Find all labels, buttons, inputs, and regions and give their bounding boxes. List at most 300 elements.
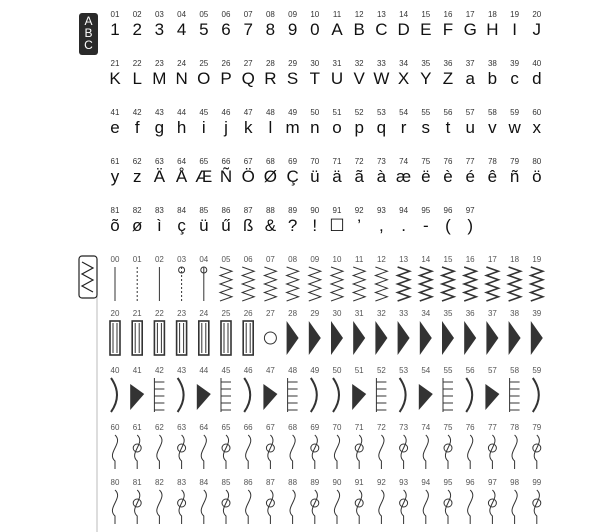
stitch-number: 75: [443, 423, 453, 432]
stitch-number: 70: [332, 423, 342, 432]
stitch-number: 91: [354, 478, 364, 487]
stitch-number: 02: [154, 255, 164, 264]
character-glyph: Ö: [241, 167, 255, 186]
character-glyph: T: [309, 69, 320, 88]
character-glyph: .: [401, 216, 406, 235]
character-number: 56: [443, 108, 453, 117]
character-cell: [526, 157, 548, 187]
stitch-number: 00: [110, 255, 120, 264]
character-number: 67: [243, 157, 253, 166]
stitch-pattern-icon: [309, 267, 321, 301]
character-number: 41: [110, 108, 120, 117]
character-glyph: I: [512, 20, 517, 39]
character-glyph: Ä: [153, 167, 166, 186]
character-glyph: J: [532, 20, 542, 39]
stitch-number: 62: [154, 423, 164, 432]
stitch-number: 36: [465, 309, 475, 318]
stitch-number: 11: [355, 255, 364, 264]
character-glyph: C: [375, 20, 388, 39]
character-number: 66: [221, 157, 231, 166]
character-number: 53: [376, 108, 386, 117]
character-glyph: A: [331, 20, 343, 39]
character-cell: [437, 206, 459, 236]
character-number: 55: [421, 108, 431, 117]
character-number: 28: [265, 59, 275, 68]
character-number: 93: [376, 206, 386, 215]
stitch-number: 31: [354, 309, 364, 318]
character-number: 43: [154, 108, 164, 117]
stitch-number: 28: [288, 309, 298, 318]
stitch-pattern-icon: [509, 267, 521, 301]
character-cell: [526, 10, 548, 40]
character-glyph: ì: [157, 216, 162, 235]
stitch-pattern-icon: [311, 435, 319, 469]
character-cell: [304, 206, 326, 236]
stitch-pattern-icon: [287, 267, 299, 301]
character-cell: [259, 108, 281, 138]
character-cell: [370, 59, 392, 89]
character-number: 68: [265, 157, 275, 166]
stitch-pattern-icon: [130, 384, 144, 410]
stitch-pattern-icon: [111, 378, 117, 412]
character-number: 81: [110, 206, 120, 215]
character-glyph: B: [353, 20, 365, 39]
character-glyph: z: [132, 167, 142, 186]
character-number: 59: [510, 108, 520, 117]
character-cell: [459, 206, 481, 236]
character-cell: [148, 108, 170, 138]
stitch-number: 26: [243, 309, 253, 318]
stitch-pattern-icon: [246, 490, 251, 524]
stitch-pattern-icon: [355, 435, 363, 469]
stitch-pattern-icon: [466, 378, 472, 412]
character-glyph: Æ: [195, 167, 213, 186]
stitch-number: 98: [510, 478, 520, 487]
stitch-number: 59: [532, 366, 542, 375]
stitch-number: 79: [532, 423, 542, 432]
stitch-pattern-icon: [290, 490, 295, 524]
stitch-number: 32: [376, 309, 386, 318]
stitch-pattern-icon: [309, 321, 321, 355]
stitch-number: 84: [199, 478, 209, 487]
stitch-number: 13: [399, 255, 409, 264]
character-number: 18: [487, 10, 497, 19]
stitch-pattern-icon: [464, 267, 476, 301]
character-number: 07: [243, 10, 253, 19]
character-glyph: e: [110, 118, 120, 137]
character-cell: [259, 10, 281, 40]
character-number: 22: [132, 59, 142, 68]
character-glyph: ß: [242, 216, 254, 235]
stitch-number: 38: [510, 309, 520, 318]
stitch-number: 06: [243, 255, 253, 264]
stitch-pattern-icon: [512, 435, 517, 469]
character-glyph: 6: [221, 20, 231, 39]
character-cell: [104, 10, 126, 40]
character-number: 75: [421, 157, 431, 166]
stitch-number: 94: [421, 478, 431, 487]
stitch-pattern-icon: [398, 321, 410, 355]
stitch-pattern-icon: [443, 378, 453, 412]
stitch-number: 34: [421, 309, 431, 318]
character-cell: [393, 206, 415, 236]
stitch-number: 73: [399, 423, 409, 432]
character-glyph: l: [268, 118, 273, 137]
character-number: 13: [376, 10, 386, 19]
character-cell: [304, 10, 326, 40]
stitch-number: 53: [399, 366, 409, 375]
stitch-pattern-icon: [178, 378, 184, 412]
stitch-number: 37: [487, 309, 497, 318]
character-cell: [104, 206, 126, 236]
stitch-pattern-icon: [112, 490, 117, 524]
character-cell: [259, 157, 281, 187]
character-number: 79: [510, 157, 520, 166]
character-number: 06: [221, 10, 231, 19]
stitch-number: 57: [487, 366, 497, 375]
character-cell: [393, 10, 415, 40]
character-number: 73: [376, 157, 386, 166]
character-number: 46: [221, 108, 231, 117]
character-cell: [348, 10, 370, 40]
stitch-number: 67: [265, 423, 275, 432]
stitch-pattern-icon: [423, 435, 428, 469]
character-number: 77: [465, 157, 475, 166]
character-cell: [348, 157, 370, 187]
stitch-number: 85: [221, 478, 231, 487]
character-cell: [481, 157, 503, 187]
character-number: 96: [443, 206, 453, 215]
character-number: 25: [199, 59, 209, 68]
stitch-number: 23: [177, 309, 187, 318]
alphabet-tab-icon: [79, 13, 98, 55]
character-glyph: p: [354, 118, 364, 137]
character-number: 03: [154, 10, 164, 19]
stitch-pattern-icon: [157, 490, 162, 524]
character-number: 17: [465, 10, 475, 19]
stitch-pattern-icon: [333, 378, 339, 412]
alphabet-tab-letter: A: [84, 14, 93, 28]
character-glyph: Z: [442, 69, 454, 88]
stitch-number: 35: [443, 309, 453, 318]
character-number: 71: [332, 157, 342, 166]
character-cell: [326, 206, 348, 236]
character-glyph: 7: [243, 20, 253, 39]
character-glyph: o: [332, 118, 342, 137]
character-cell: [237, 157, 259, 187]
character-glyph: c: [510, 69, 519, 88]
stitch-pattern-icon: [243, 321, 253, 355]
stitch-pattern-icon: [157, 435, 162, 469]
character-cell: [304, 108, 326, 138]
stitch-number: 25: [221, 309, 231, 318]
character-number: 19: [510, 10, 520, 19]
character-number: 26: [221, 59, 231, 68]
stitch-pattern-icon: [201, 490, 206, 524]
character-number: 10: [310, 10, 320, 19]
stitch-pattern-icon: [264, 332, 276, 344]
stitch-number: 49: [310, 366, 320, 375]
stitch-pattern-icon: [288, 378, 298, 412]
stitch-number: 24: [199, 309, 209, 318]
stitch-pattern-icon: [201, 435, 206, 469]
character-cell: [193, 157, 215, 187]
character-glyph: æ: [396, 167, 412, 186]
character-glyph: R: [264, 69, 277, 88]
character-cell: [237, 108, 259, 138]
stitch-number: 14: [421, 255, 431, 264]
stitch-number: 92: [376, 478, 386, 487]
stitch-pattern-icon: [444, 435, 452, 469]
stitch-number: 89: [310, 478, 320, 487]
stitch-pattern-icon: [199, 321, 209, 355]
stitch-pattern-icon: [311, 378, 317, 412]
character-number: 30: [310, 59, 320, 68]
character-glyph: L: [132, 69, 142, 88]
character-glyph: v: [488, 118, 497, 137]
character-number: 52: [354, 108, 364, 117]
stitch-number: 42: [154, 366, 164, 375]
stitch-number: 27: [265, 309, 275, 318]
character-number: 38: [487, 59, 497, 68]
character-number: 32: [354, 59, 364, 68]
stitch-pattern-icon: [486, 267, 498, 301]
character-number: 70: [310, 157, 320, 166]
stitch-pattern-icon: [488, 435, 496, 469]
character-glyph: x: [532, 118, 542, 137]
stitch-number: 54: [421, 366, 431, 375]
character-cell: [415, 10, 437, 40]
character-cell: [126, 206, 148, 236]
character-number: 50: [310, 108, 320, 117]
stitch-pattern-icon: [311, 490, 319, 524]
character-glyph: w: [508, 118, 521, 137]
character-glyph: f: [134, 118, 140, 137]
stitch-pattern-icon: [222, 490, 230, 524]
stitch-number: 55: [443, 366, 453, 375]
stitch-pattern-icon: [133, 435, 141, 469]
stitch-number: 74: [421, 423, 431, 432]
character-glyph: 1: [110, 20, 120, 39]
stitch-number: 93: [399, 478, 409, 487]
character-glyph: &: [264, 216, 277, 235]
character-cell: [126, 59, 148, 89]
stitch-number: 48: [288, 366, 298, 375]
stitch-pattern-icon: [375, 267, 387, 301]
stitch-pattern-icon: [400, 435, 408, 469]
stitch-pattern-icon: [353, 321, 365, 355]
character-glyph: ű: [221, 216, 231, 235]
character-glyph: é: [465, 167, 475, 186]
character-cell: [393, 59, 415, 89]
stitch-number: 15: [443, 255, 453, 264]
character-number: 95: [421, 206, 431, 215]
stitch-number: 52: [376, 366, 386, 375]
stitch-pattern-icon: [375, 321, 387, 355]
character-glyph: Y: [420, 69, 432, 88]
character-number: 05: [199, 10, 209, 19]
stitch-pattern-icon: [533, 378, 539, 412]
character-glyph: ): [467, 216, 474, 235]
zigzag-stitch-icon: [79, 256, 97, 298]
stitch-number: 09: [310, 255, 320, 264]
character-glyph: N: [175, 69, 188, 88]
stitch-number: 10: [332, 255, 342, 264]
character-number: 45: [199, 108, 209, 117]
character-number: 63: [154, 157, 164, 166]
stitch-pattern-icon: [533, 435, 541, 469]
stitch-number: 39: [532, 309, 542, 318]
character-cell: [171, 206, 193, 236]
character-number: 35: [421, 59, 431, 68]
character-number: 85: [199, 206, 209, 215]
stitch-pattern-icon: [110, 321, 120, 355]
stitch-number: 90: [332, 478, 342, 487]
stitch-pattern-icon: [398, 267, 410, 301]
character-cell: [459, 59, 481, 89]
stitch-number: 19: [532, 255, 542, 264]
character-cell: [504, 10, 526, 40]
character-cell: [259, 59, 281, 89]
stitch-pattern-icon: [468, 435, 473, 469]
stitch-pattern-icon: [442, 321, 454, 355]
stitch-pattern-icon: [420, 267, 432, 301]
character-glyph: 9: [287, 20, 298, 39]
stitch-number: 61: [132, 423, 142, 432]
character-number: 02: [132, 10, 142, 19]
stitch-pattern-icon: [331, 267, 343, 301]
character-cell: [215, 59, 237, 89]
character-cell: [193, 108, 215, 138]
character-number: 11: [332, 10, 342, 19]
character-cell: [171, 10, 193, 40]
character-glyph: K: [109, 69, 121, 88]
character-cell: [326, 59, 348, 89]
character-cell: [459, 108, 481, 138]
stitch-number: 16: [465, 255, 475, 264]
character-glyph: V: [353, 69, 365, 88]
character-cell: [348, 59, 370, 89]
stitch-pattern-icon: [177, 321, 187, 355]
character-number: 24: [177, 59, 187, 68]
stitch-number: 03: [177, 255, 187, 264]
stitch-number: 86: [243, 478, 253, 487]
stitch-pattern-icon: [178, 490, 186, 524]
character-glyph: ñ: [509, 167, 520, 186]
stitch-number: 87: [265, 478, 275, 487]
stitch-pattern-icon: [201, 267, 207, 301]
stitch-number: 68: [288, 423, 298, 432]
stitch-pattern-icon: [244, 378, 250, 412]
character-number: 62: [132, 157, 142, 166]
stitch-pattern-icon: [352, 384, 366, 410]
stitch-number: 83: [177, 478, 187, 487]
stitch-number: 60: [110, 423, 120, 432]
stitch-number: 07: [265, 255, 275, 264]
character-glyph: ë: [421, 167, 431, 186]
character-cell: [370, 108, 392, 138]
character-glyph: 0: [310, 20, 320, 39]
character-glyph: P: [220, 69, 232, 88]
stitch-number: 58: [510, 366, 520, 375]
stitch-pattern-icon: [242, 267, 254, 301]
stitch-number: 40: [110, 366, 120, 375]
character-glyph: h: [176, 118, 187, 137]
character-cell: [504, 157, 526, 187]
stitch-pattern-icon: [485, 384, 499, 410]
character-number: 36: [443, 59, 453, 68]
stitch-pattern-icon: [178, 435, 186, 469]
character-number: 04: [177, 10, 187, 19]
character-cell: [237, 206, 259, 236]
character-cell: [437, 59, 459, 89]
character-number: 20: [532, 10, 542, 19]
character-number: 76: [443, 157, 453, 166]
character-cell: [259, 206, 281, 236]
character-cell: [481, 10, 503, 40]
character-number: 61: [110, 157, 120, 166]
character-number: 97: [465, 206, 475, 215]
stitch-number: 78: [510, 423, 520, 432]
character-glyph: F: [442, 20, 454, 39]
character-glyph: E: [420, 20, 432, 39]
character-number: 42: [132, 108, 142, 117]
character-glyph: -: [422, 216, 429, 235]
character-cell: [526, 108, 548, 138]
character-number: 48: [265, 108, 275, 117]
character-glyph: ã: [354, 167, 364, 186]
stitch-number: 97: [487, 478, 497, 487]
stitch-pattern-icon: [488, 490, 496, 524]
character-glyph: n: [310, 118, 320, 137]
character-glyph: ,: [379, 216, 384, 235]
stitch-pattern-icon: [531, 321, 543, 355]
stitch-number: 46: [243, 366, 253, 375]
stitch-pattern-icon: [486, 321, 498, 355]
character-number: 31: [332, 59, 342, 68]
character-cell: [126, 10, 148, 40]
character-cell: [282, 108, 304, 138]
character-cell: [481, 108, 503, 138]
stitch-number: 47: [265, 366, 275, 375]
character-number: 90: [310, 206, 320, 215]
character-cell: [304, 157, 326, 187]
character-cell: [326, 10, 348, 40]
character-glyph: ö: [532, 167, 542, 186]
stitch-number: 05: [221, 255, 231, 264]
stitch-pattern-icon: [331, 321, 343, 355]
character-cell: [415, 157, 437, 187]
character-cell: [282, 157, 304, 187]
character-glyph: S: [286, 69, 299, 88]
character-cell: [326, 157, 348, 187]
character-cell: [504, 108, 526, 138]
character-cell: [104, 108, 126, 138]
stitch-pattern-icon: [132, 321, 142, 355]
stitch-pattern-icon: [379, 435, 384, 469]
character-number: 89: [288, 206, 298, 215]
stitch-number: 22: [154, 309, 164, 318]
character-cell: [393, 157, 415, 187]
character-glyph: ’: [357, 216, 362, 235]
character-cell: [393, 108, 415, 138]
character-cell: [171, 157, 193, 187]
stitch-number: 01: [132, 255, 142, 264]
character-cell: [437, 10, 459, 40]
character-cell: [415, 108, 437, 138]
stitch-number: 80: [110, 478, 120, 487]
character-cell: [348, 108, 370, 138]
